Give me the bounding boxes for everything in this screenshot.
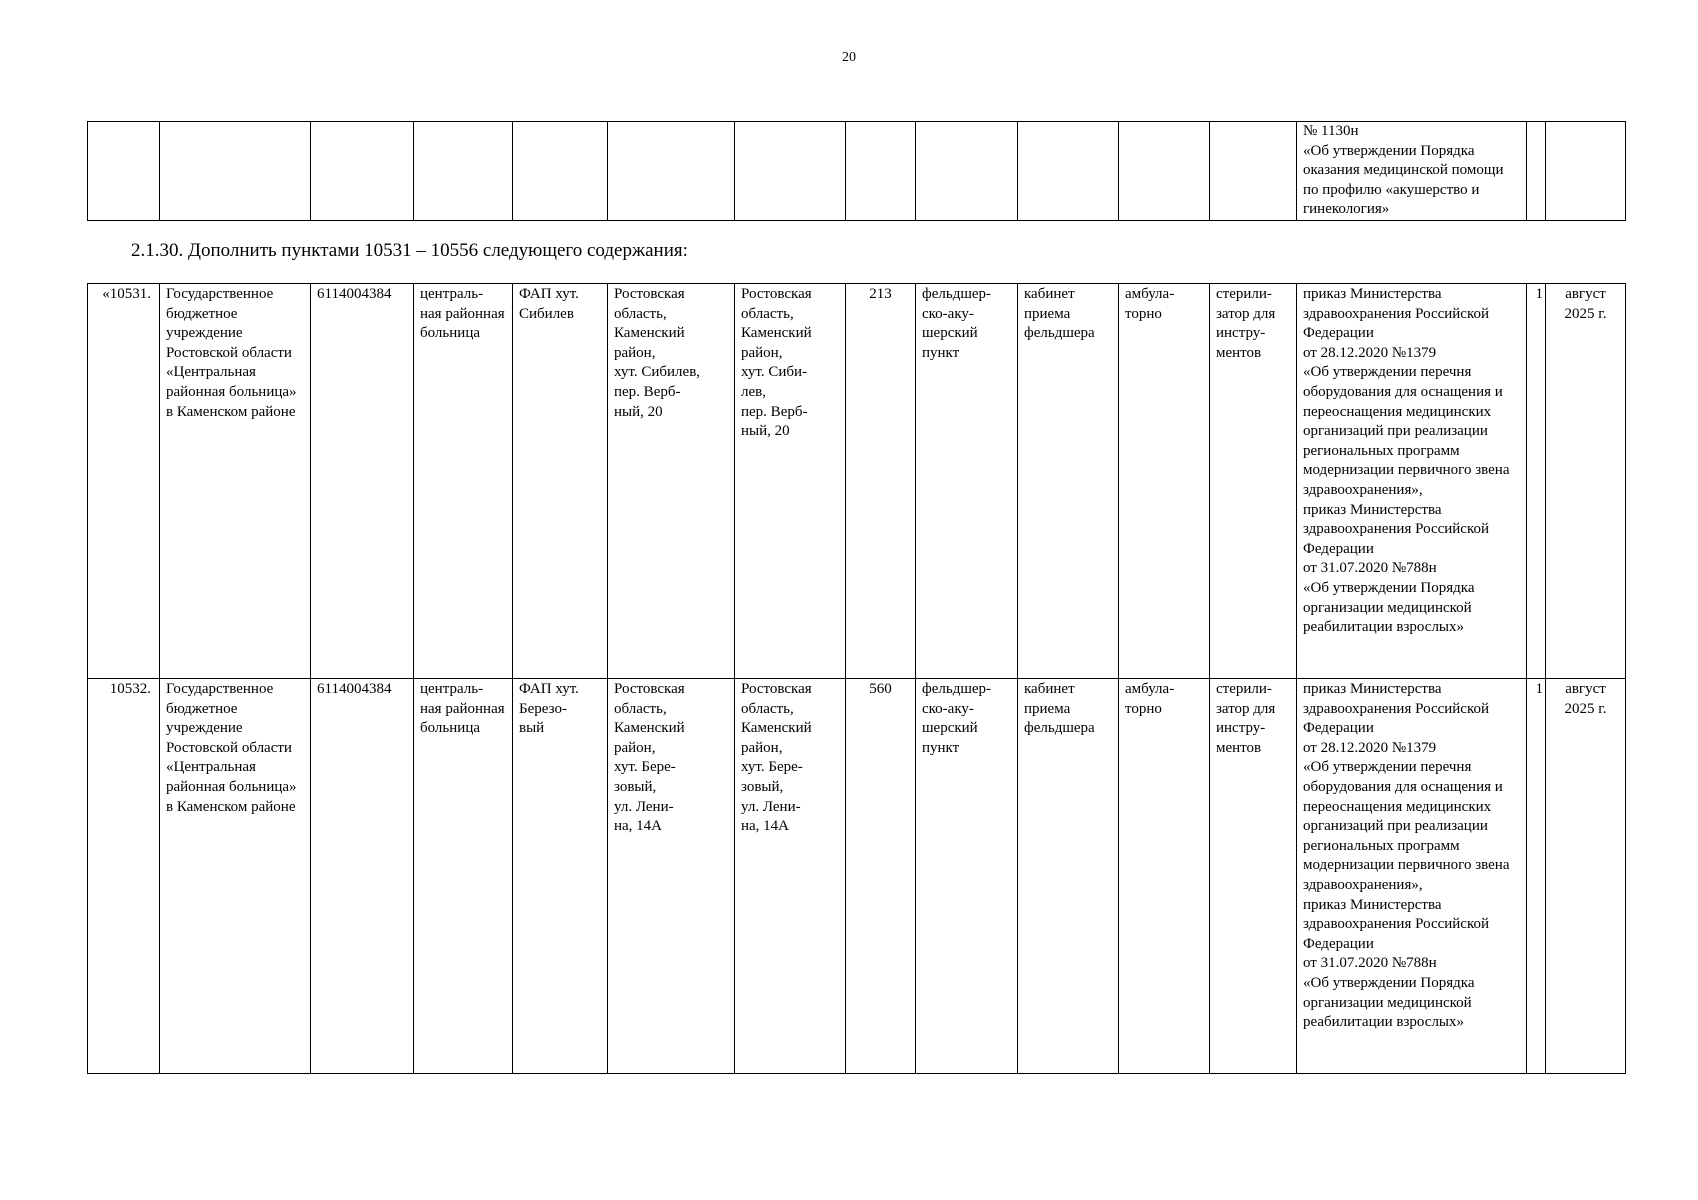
cell-equipment: стерили- затор для инстру- ментов xyxy=(1210,284,1297,679)
cell-address2: Ростовская область, Каменский район, хут. Сиби- лев, пер. Верб- ный, 20 xyxy=(735,284,846,679)
cell-org-type: централь- ная районная больница xyxy=(414,284,513,679)
cell-care: амбула- торно xyxy=(1119,679,1210,1074)
table-row xyxy=(88,284,1626,679)
cell-inn: 6114004384 xyxy=(311,284,414,679)
cell-equipment: стерили- затор для инстру- ментов xyxy=(1210,679,1297,1074)
cell-unit-type xyxy=(916,122,1018,221)
cell-address1: Ростовская область, Каменский район, хут. Сибилев, пер. Верб- ный, 20 xyxy=(608,284,735,679)
cell-address2 xyxy=(735,122,846,221)
page-number: 20 xyxy=(842,50,856,65)
cell-date: август 2025 г. xyxy=(1546,679,1626,1074)
cell-unit-type: фельдшер- ско-аку- шерский пункт xyxy=(916,284,1018,679)
cell-code: 560 xyxy=(846,679,916,1074)
cell-equipment xyxy=(1210,122,1297,221)
cell-basis: приказ Министерства здравоохранения Российской Федерации от 28.12.2020 №1379 «Об утверждении перечня оборудования для оснащения и переоснащения медицинских организаций при реализации региональных программ модернизации первичного звена здравоохранения», приказ Министерства здравоохранения Российской Федерации от 31.07.2020 №788н «Об утверждении Порядка организации медицинской реабилитации взрослых» xyxy=(1297,679,1527,1074)
amendment-intro: 2.1.30. Дополнить пунктами 10531 – 10556 следующего содержания: xyxy=(131,240,688,261)
cell-unit-type: фельдшер- ско-аку- шерский пункт xyxy=(916,679,1018,1074)
cell-unit xyxy=(513,122,608,221)
cell-room xyxy=(1018,122,1119,221)
cell-room: кабинет приема фельдшера xyxy=(1018,679,1119,1074)
cell-num: «10531. xyxy=(88,284,160,679)
cell-org xyxy=(160,122,311,221)
cell-code xyxy=(846,122,916,221)
cell-num: 10532. xyxy=(88,679,160,1074)
table-row xyxy=(88,679,1626,1074)
cell-org: Государственное бюджетное учреждение Ростовской области «Центральная районная больница» в Каменском районе xyxy=(160,679,311,1074)
cell-inn: 6114004384 xyxy=(311,679,414,1074)
cell-address1 xyxy=(608,122,735,221)
cell-count: 1 xyxy=(1527,679,1546,1074)
cell-count: 1 xyxy=(1527,284,1546,679)
cell-date xyxy=(1546,122,1626,221)
cell-org: Государственное бюджетное учреждение Ростовской области «Центральная районная больница» в Каменском районе xyxy=(160,284,311,679)
cell-code: 213 xyxy=(846,284,916,679)
cell-room: кабинет приема фельдшера xyxy=(1018,284,1119,679)
cell-care: амбула- торно xyxy=(1119,284,1210,679)
table-row xyxy=(88,122,1626,221)
cell-basis: приказ Министерства здравоохранения Российской Федерации от 28.12.2020 №1379 «Об утверждении перечня оборудования для оснащения и переоснащения медицинских организаций при реализации региональных программ модернизации первичного звена здравоохранения», приказ Министерства здравоохранения Российской Федерации от 31.07.2020 №788н «Об утверждении Порядка организации медицинской реабилитации взрослых» xyxy=(1297,284,1527,679)
cell-address1: Ростовская область, Каменский район, хут. Бере- зовый, ул. Лени- на, 14А xyxy=(608,679,735,1074)
cell-inn xyxy=(311,122,414,221)
cell-care xyxy=(1119,122,1210,221)
cell-unit: ФАП хут. Березо- вый xyxy=(513,679,608,1074)
cell-address2: Ростовская область, Каменский район, хут. Бере- зовый, ул. Лени- на, 14А xyxy=(735,679,846,1074)
cell-count xyxy=(1527,122,1546,221)
cell-basis: № 1130н «Об утверждении Порядка оказания медицинской помощи по профилю «акушерство и гинекология» xyxy=(1297,122,1527,221)
cell-num xyxy=(88,122,160,221)
cell-org-type xyxy=(414,122,513,221)
amendment-table xyxy=(87,283,1626,1074)
continuation-table xyxy=(87,121,1626,221)
cell-unit: ФАП хут. Сибилев xyxy=(513,284,608,679)
cell-org-type: централь- ная районная больница xyxy=(414,679,513,1074)
cell-date: август 2025 г. xyxy=(1546,284,1626,679)
